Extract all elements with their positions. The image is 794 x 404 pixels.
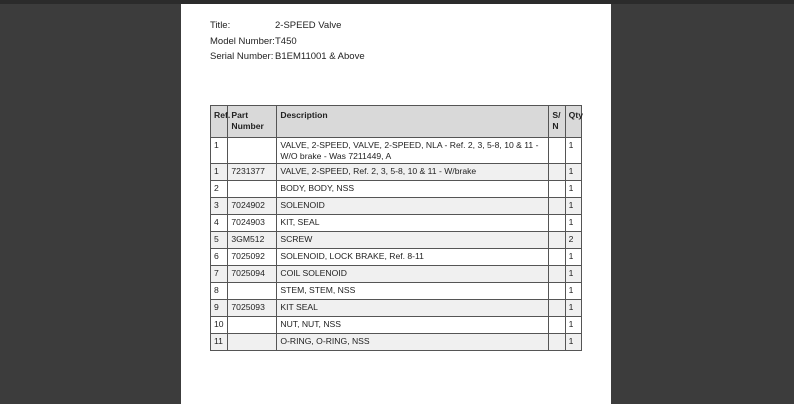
cell-description: KIT SEAL <box>277 300 549 317</box>
cell-part-number <box>228 283 277 300</box>
cell-ref: 1 <box>211 138 228 164</box>
cell-sn <box>549 300 565 317</box>
cell-part-number <box>228 334 277 351</box>
cell-sn <box>549 215 565 232</box>
table-row <box>211 249 582 266</box>
cell-qty: 1 <box>565 138 581 164</box>
cell-sn <box>549 181 565 198</box>
cell-qty: 1 <box>565 283 581 300</box>
table-row <box>211 283 582 300</box>
cell-qty: 1 <box>565 300 581 317</box>
cell-ref: 4 <box>211 215 228 232</box>
cell-qty: 1 <box>565 198 581 215</box>
table-row <box>211 232 582 249</box>
header-ref: Ref. <box>211 106 228 138</box>
header-sn: S/ N <box>549 106 565 138</box>
document-page <box>181 4 611 404</box>
header-part-number: Part Number <box>228 106 277 138</box>
cell-description: SCREW <box>277 232 549 249</box>
cell-part-number: 7024902 <box>228 198 277 215</box>
cell-description: BODY, BODY, NSS <box>277 181 549 198</box>
serial-label: Serial Number: <box>210 51 274 62</box>
cell-part-number: 7025093 <box>228 300 277 317</box>
parts-table <box>210 105 582 351</box>
table-row <box>211 334 582 351</box>
cell-qty: 2 <box>565 232 581 249</box>
cell-qty: 1 <box>565 334 581 351</box>
table-row <box>211 317 582 334</box>
cell-description: SOLENOID, LOCK BRAKE, Ref. 8-11 <box>277 249 549 266</box>
cell-ref: 5 <box>211 232 228 249</box>
cell-sn <box>549 317 565 334</box>
document-metadata <box>210 18 365 65</box>
table-row <box>211 181 582 198</box>
cell-description: KIT, SEAL <box>277 215 549 232</box>
model-row <box>210 34 365 50</box>
table-header-row <box>211 106 582 138</box>
cell-part-number: 7231377 <box>228 164 277 181</box>
cell-sn <box>549 283 565 300</box>
table-row <box>211 164 582 181</box>
cell-description: VALVE, 2-SPEED, VALVE, 2-SPEED, NLA - Ref. 2, 3, 5-8, 10 & 11 - W/O brake - Was 7211449, A <box>277 138 549 164</box>
cell-sn <box>549 334 565 351</box>
table-row <box>211 300 582 317</box>
header-description: Description <box>277 106 549 138</box>
table-row <box>211 138 582 164</box>
title-value: 2-SPEED Valve <box>275 20 342 31</box>
cell-ref: 3 <box>211 198 228 215</box>
cell-part-number: 7025092 <box>228 249 277 266</box>
cell-qty: 1 <box>565 266 581 283</box>
table-row <box>211 198 582 215</box>
cell-qty: 1 <box>565 215 581 232</box>
header-qty: Qty <box>565 106 581 138</box>
cell-part-number: 7025094 <box>228 266 277 283</box>
cell-part-number: 7024903 <box>228 215 277 232</box>
cell-sn <box>549 164 565 181</box>
cell-description: O-RING, O-RING, NSS <box>277 334 549 351</box>
serial-row <box>210 49 365 65</box>
title-label: Title: <box>210 20 231 31</box>
cell-sn <box>549 232 565 249</box>
cell-description: SOLENOID <box>277 198 549 215</box>
serial-value: B1EM11001 & Above <box>275 51 365 62</box>
cell-qty: 1 <box>565 181 581 198</box>
cell-sn <box>549 266 565 283</box>
cell-ref: 11 <box>211 334 228 351</box>
cell-ref: 8 <box>211 283 228 300</box>
cell-part-number <box>228 181 277 198</box>
cell-part-number: 3GM512 <box>228 232 277 249</box>
cell-sn <box>549 198 565 215</box>
parts-table-body <box>211 138 582 351</box>
cell-description: NUT, NUT, NSS <box>277 317 549 334</box>
title-row <box>210 18 365 34</box>
table-row <box>211 266 582 283</box>
cell-sn <box>549 138 565 164</box>
cell-part-number <box>228 317 277 334</box>
cell-qty: 1 <box>565 164 581 181</box>
cell-ref: 7 <box>211 266 228 283</box>
cell-sn <box>549 249 565 266</box>
cell-description: STEM, STEM, NSS <box>277 283 549 300</box>
cell-ref: 1 <box>211 164 228 181</box>
cell-ref: 9 <box>211 300 228 317</box>
cell-ref: 10 <box>211 317 228 334</box>
model-label: Model Number: <box>210 35 275 47</box>
cell-qty: 1 <box>565 317 581 334</box>
cell-ref: 6 <box>211 249 228 266</box>
cell-description: COIL SOLENOID <box>277 266 549 283</box>
cell-description: VALVE, 2-SPEED, Ref. 2, 3, 5-8, 10 & 11 - W/brake <box>277 164 549 181</box>
cell-part-number <box>228 138 277 164</box>
cell-ref: 2 <box>211 181 228 198</box>
table-row <box>211 215 582 232</box>
model-value: T450 <box>275 35 297 47</box>
cell-qty: 1 <box>565 249 581 266</box>
